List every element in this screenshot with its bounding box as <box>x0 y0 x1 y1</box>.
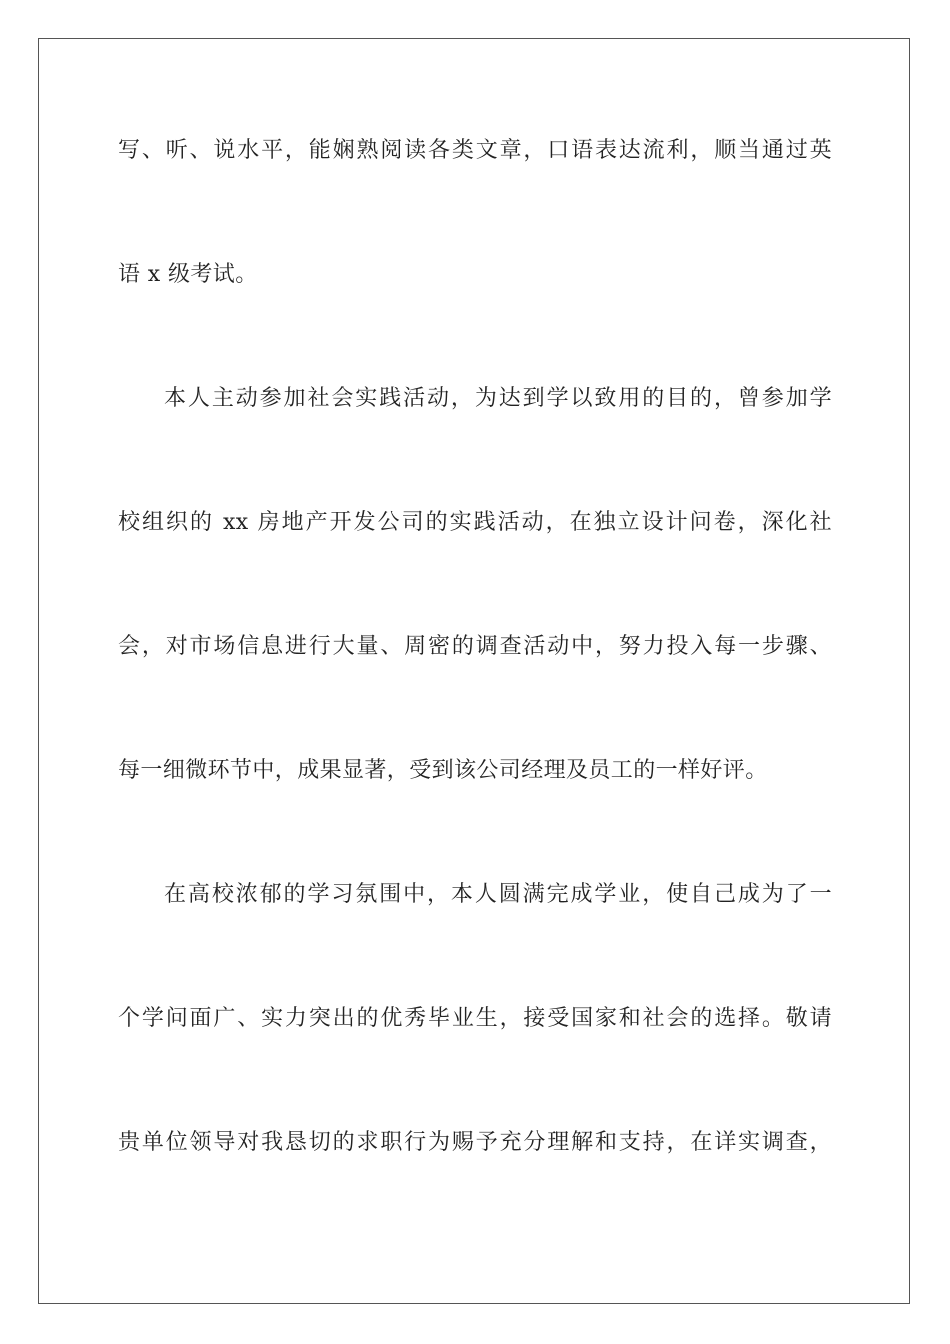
text-line: 每一细微环节中，成果显著，受到该公司经理及员工的一样好评。 <box>118 758 768 783</box>
text-line: 个学问面广、实力突出的优秀毕业生，接受国家和社会的选择。敬请 <box>118 1006 832 1031</box>
text-line: 语 x 级考试。 <box>118 262 258 287</box>
paragraph-start-line: 在高校浓郁的学习氛围中，本人圆满完成学业，使自己成为了一 <box>164 882 832 907</box>
paragraph-start-line: 本人主动参加社会实践活动，为达到学以致用的目的，曾参加学 <box>164 386 832 411</box>
text-line: 会，对市场信息进行大量、周密的调查活动中，努力投入每一步骤、 <box>118 634 832 659</box>
text-line: 校组织的 xx 房地产开发公司的实践活动，在独立设计问卷，深化社 <box>118 510 832 535</box>
page-frame <box>38 38 910 1304</box>
text-line: 贵单位领导对我恳切的求职行为赐予充分理解和支持，在详实调查， <box>118 1130 832 1155</box>
text-line: 写、听、说水平，能娴熟阅读各类文章，口语表达流利，顺当通过英 <box>118 138 832 163</box>
